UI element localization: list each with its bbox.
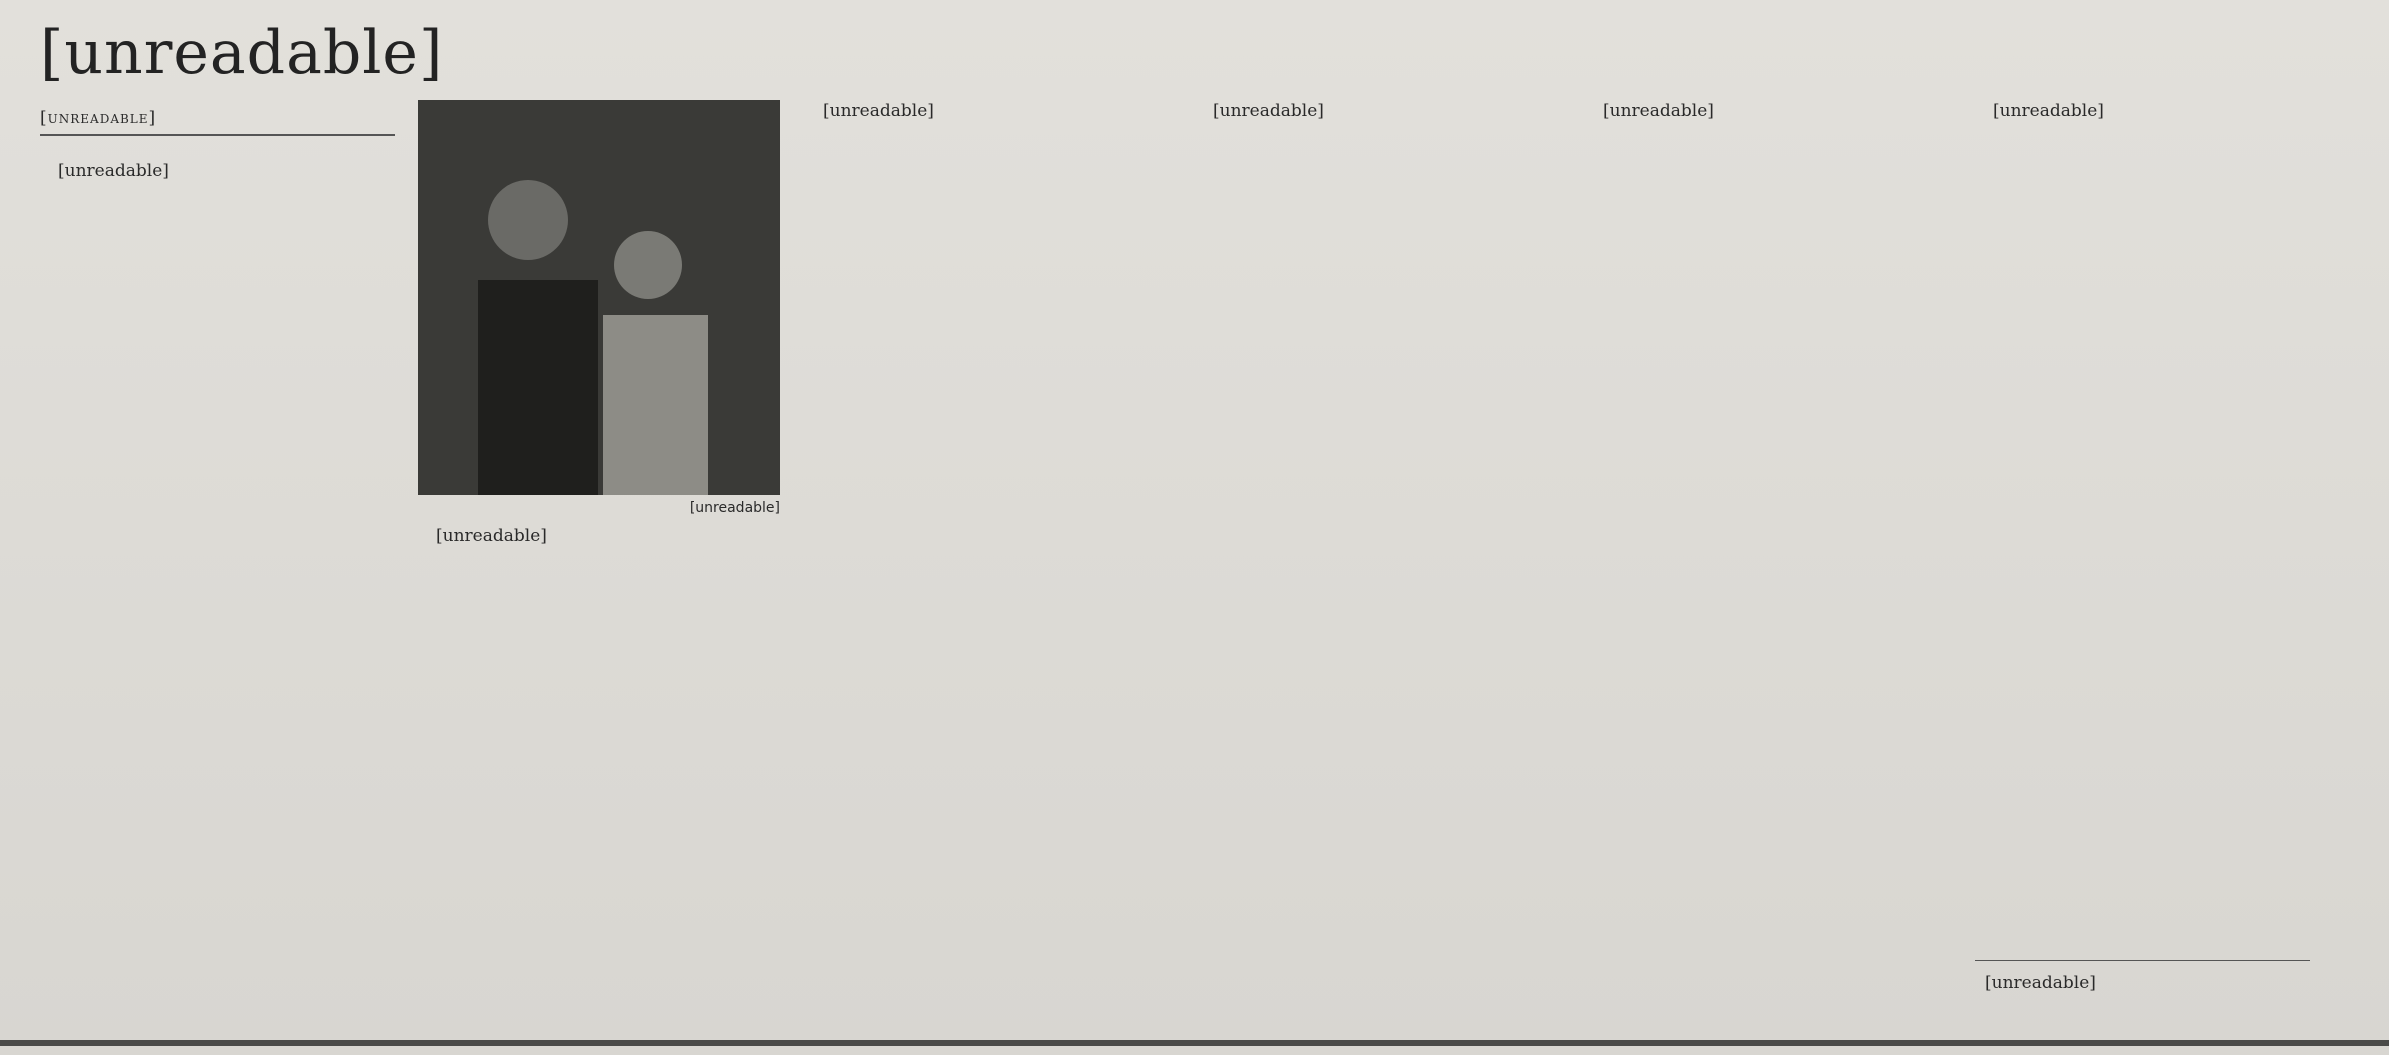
article-column-4	[1195, 100, 1560, 1040]
byline: [unreadable]	[40, 108, 395, 136]
page-bottom-rule	[0, 1040, 2389, 1046]
headline: [unreadable]	[40, 18, 444, 88]
author-note: [unreadable]	[1985, 973, 2096, 993]
paragraph: [unreadable]	[823, 101, 934, 121]
article-column-5	[1585, 100, 1950, 1040]
paragraph: [unreadable]	[1603, 101, 1714, 121]
article-column-3	[805, 100, 1170, 1040]
paragraph: [unreadable]	[436, 526, 547, 546]
footer-divider	[1975, 960, 2310, 961]
article-photo	[418, 100, 780, 495]
photo-caption: [unreadable]	[689, 500, 780, 516]
paragraph: [unreadable]	[1993, 101, 2104, 121]
article-column-2	[418, 525, 780, 1040]
paragraph: [unreadable]	[58, 161, 169, 181]
paragraph: [unreadable]	[1213, 101, 1324, 121]
article-column-1	[40, 160, 400, 1040]
photo-image	[418, 100, 780, 495]
article-column-6	[1975, 100, 2350, 1040]
